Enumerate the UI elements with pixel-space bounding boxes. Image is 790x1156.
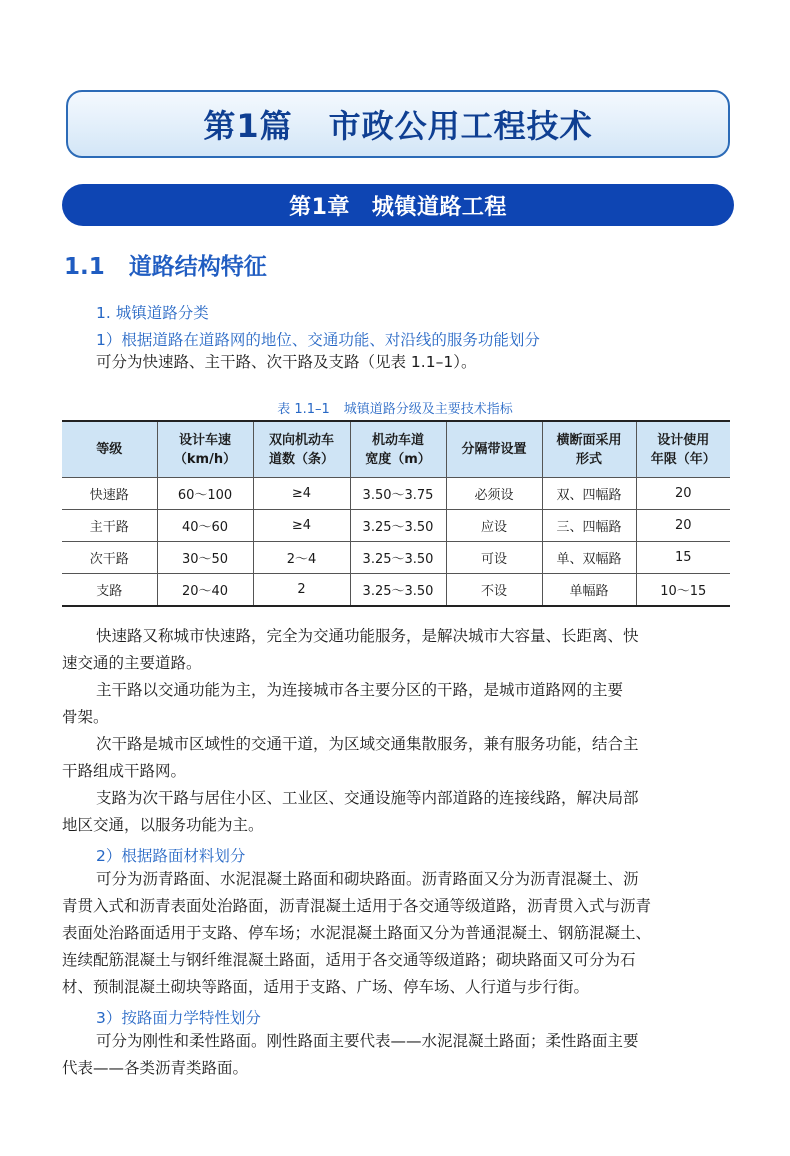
table-cell: 次干路 xyxy=(62,542,157,574)
table-cell: 20～40 xyxy=(157,574,253,607)
table-caption-title: 城镇道路分级及主要技术指标 xyxy=(343,402,513,417)
table-cell: 30～50 xyxy=(157,542,253,574)
table-cell: 15 xyxy=(636,542,730,574)
table-cell: 2～4 xyxy=(253,542,350,574)
table-cell: 应设 xyxy=(446,510,542,542)
table-cell: 支路 xyxy=(62,574,157,607)
table-cell: 2 xyxy=(253,574,350,607)
desc-p1-line1: 快速路又称城市快速路，完全为交通功能服务，是解决城市大容量、长距离、快 xyxy=(96,627,639,645)
table-cell: ≥4 xyxy=(253,478,350,510)
part-banner xyxy=(66,90,730,158)
desc-p2-line1: 主干路以交通功能为主，为连接城市各主要分区的干路，是城市道路网的主要 xyxy=(96,681,624,699)
header-cell: 分隔带设置 xyxy=(446,421,542,478)
table-cell: 单幅路 xyxy=(542,574,636,607)
section-title: 道路结构特征 xyxy=(128,254,267,280)
table-cell: 20 xyxy=(636,510,730,542)
table-cell: 双、四幅路 xyxy=(542,478,636,510)
table-cell: 3.25～3.50 xyxy=(350,510,446,542)
header-cell: 设计车速 （km/h） xyxy=(157,421,253,478)
table-cell: 20 xyxy=(636,478,730,510)
table-row xyxy=(62,574,730,607)
section-number: 1.1 xyxy=(64,254,105,280)
header-cell: 等级 xyxy=(62,421,157,478)
item-1-intro: 可分为快速路、主干路、次干路及支路（见表 1.1–1）。 xyxy=(96,353,477,371)
item-2-line4: 连续配筋混凝土与钢纤维混凝土路面，适用于各交通等级道路；砌块路面又可分为石 xyxy=(62,951,636,969)
chapter-name: 城镇道路工程 xyxy=(371,194,507,220)
desc-p4-line1: 支路为次干路与居住小区、工业区、交通设施等内部道路的连接线路，解决局部 xyxy=(96,789,639,807)
part-name: 市政公用工程技术 xyxy=(328,107,593,145)
table-cell: 必须设 xyxy=(446,478,542,510)
desc-p3-line1: 次干路是城市区域性的交通干道，为区域交通集散服务，兼有服务功能，结合主 xyxy=(96,735,639,753)
chapter-banner xyxy=(62,184,734,226)
header-cell: 双向机动车 道数（条） xyxy=(253,421,350,478)
desc-p3-line2: 干路组成干路网。 xyxy=(62,762,187,780)
table-cell: 不设 xyxy=(446,574,542,607)
table-cell: 60～100 xyxy=(157,478,253,510)
item-2-line1: 可分为沥青路面、水泥混凝土路面和砌块路面。沥青路面又分为沥青混凝土、沥 xyxy=(96,870,639,888)
item-2-line2: 青贯入式和沥青表面处治路面，沥青混凝土适用于各交通等级道路，沥青贯入式与沥青 xyxy=(62,897,652,915)
item-3-line1: 可分为刚性和柔性路面。刚性路面主要代表——水泥混凝土路面；柔性路面主要 xyxy=(96,1032,639,1050)
table-row xyxy=(62,542,730,574)
item-3-line2: 代表——各类沥青类路面。 xyxy=(62,1059,249,1077)
item-1-heading: 1）根据道路在道路网的地位、交通功能、对沿线的服务功能划分 xyxy=(96,331,540,349)
table-cell: 单、双幅路 xyxy=(542,542,636,574)
table-cell: 10～15 xyxy=(636,574,730,607)
chapter-title xyxy=(289,190,507,221)
header-cell: 设计使用 年限（年） xyxy=(636,421,730,478)
desc-p4-line2: 地区交通，以服务功能为主。 xyxy=(62,816,264,834)
table-cell: 3.25～3.50 xyxy=(350,542,446,574)
table-cell: 三、四幅路 xyxy=(542,510,636,542)
table-cell: ≥4 xyxy=(253,510,350,542)
desc-p1-line2: 速交通的主要道路。 xyxy=(62,654,202,672)
part-label: 第1篇 xyxy=(203,107,293,145)
table-caption xyxy=(0,398,790,417)
table-cell: 快速路 xyxy=(62,478,157,510)
section-heading xyxy=(64,248,267,281)
table-row xyxy=(62,478,730,510)
road-grade-table xyxy=(62,420,730,607)
table-caption-number: 表 1.1–1 xyxy=(277,402,330,417)
item-3-heading: 3）按路面力学特性划分 xyxy=(96,1009,261,1027)
table-header-row xyxy=(62,421,730,478)
table-row xyxy=(62,510,730,542)
subsection-heading: 1. 城镇道路分类 xyxy=(96,304,209,322)
chapter-label: 第1章 xyxy=(289,194,350,220)
item-2-line5: 材、预制混凝土砌块等路面，适用于支路、广场、停车场、人行道与步行街。 xyxy=(62,978,590,996)
table-cell: 40～60 xyxy=(157,510,253,542)
table-cell: 主干路 xyxy=(62,510,157,542)
header-cell: 横断面采用 形式 xyxy=(542,421,636,478)
part-title xyxy=(203,101,592,147)
item-2-line3: 表面处治路面适用于支路、停车场；水泥混凝土路面又分为普通混凝土、钢筋混凝土、 xyxy=(62,924,652,942)
table-cell: 3.50～3.75 xyxy=(350,478,446,510)
table-cell: 可设 xyxy=(446,542,542,574)
item-2-heading: 2）根据路面材料划分 xyxy=(96,847,246,865)
table-cell: 3.25～3.50 xyxy=(350,574,446,607)
desc-p2-line2: 骨架。 xyxy=(62,708,109,726)
header-cell: 机动车道 宽度（m） xyxy=(350,421,446,478)
